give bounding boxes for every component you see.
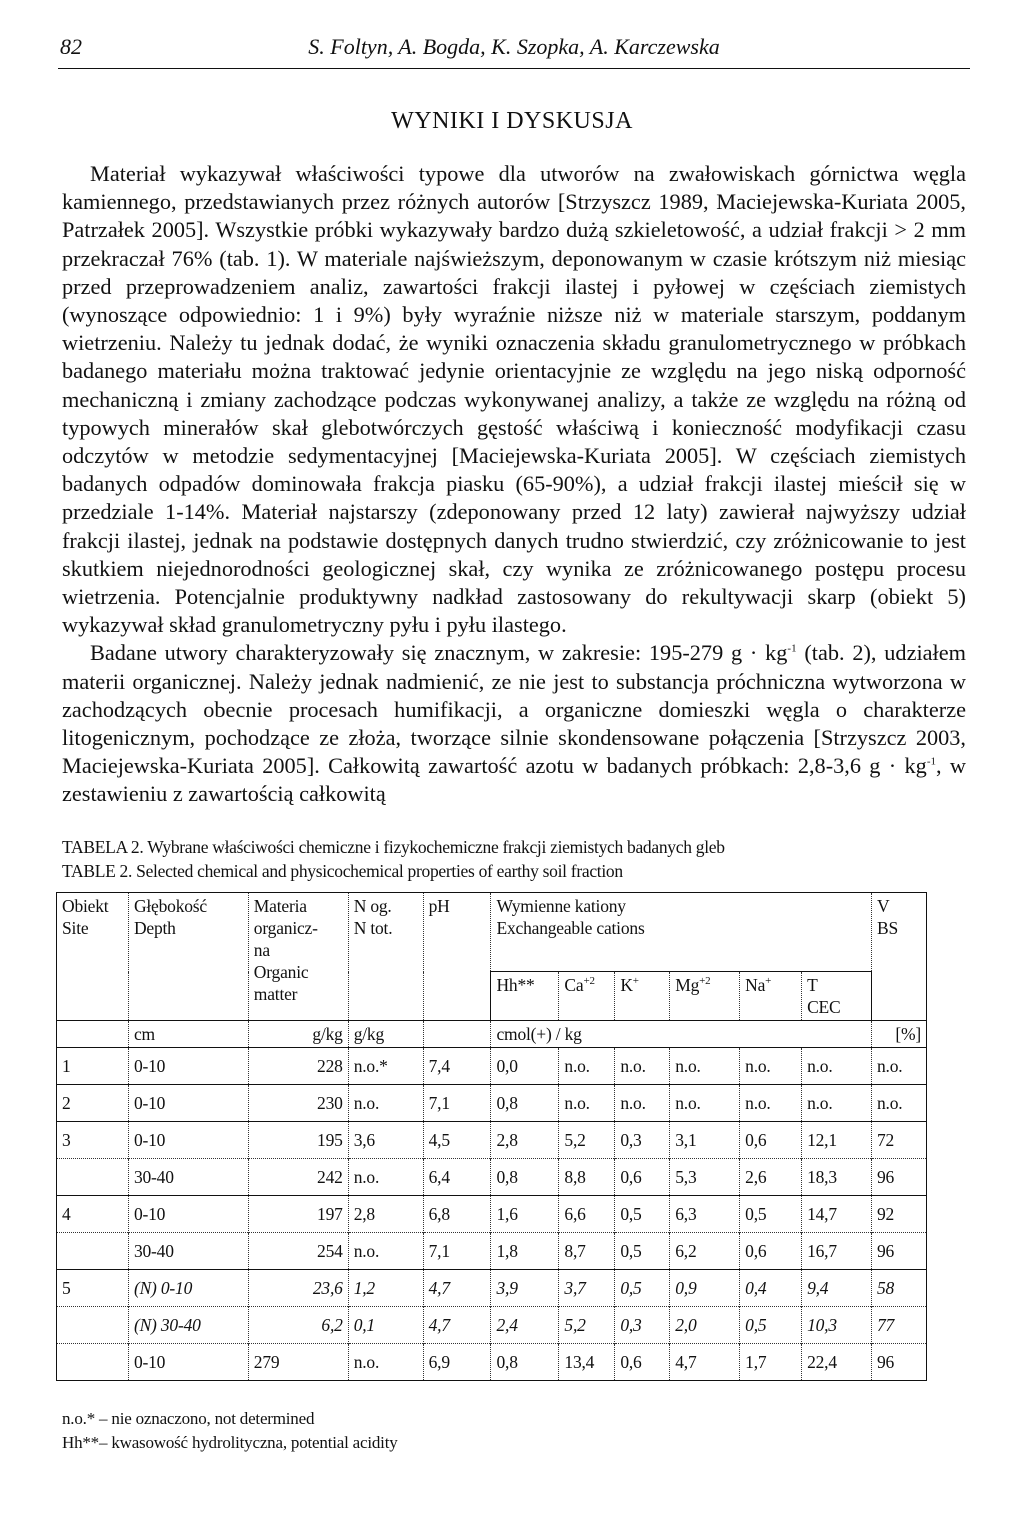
table-cell: 230: [248, 1085, 348, 1122]
table-cell: 0,5: [740, 1196, 802, 1233]
table-cell: 1,6: [491, 1196, 559, 1233]
table-header-row: [57, 893, 927, 972]
table-cell: 0,8: [491, 1159, 559, 1196]
table-cell: 0,5: [615, 1196, 670, 1233]
table-cell: [57, 1307, 129, 1344]
table-cell: 22,4: [802, 1344, 872, 1381]
table-cell: 0,8: [491, 1085, 559, 1122]
table-cell: 0,5: [740, 1307, 802, 1344]
section-title: WYNIKI I DYSKUSJA: [391, 108, 633, 134]
table-cell: 23,6: [248, 1270, 348, 1307]
header-site: Obiekt Site: [57, 893, 129, 1021]
table-cell: 0,9: [670, 1270, 740, 1307]
footnote: Hh**– kwasowość hydrolityczna, potential acidity: [62, 1433, 398, 1452]
unit-bs: [%]: [871, 1021, 926, 1048]
table-cell: 254: [248, 1233, 348, 1270]
table-row: [57, 1159, 927, 1196]
table-cell: 30-40: [128, 1159, 248, 1196]
table-row: [57, 1270, 927, 1307]
table-cell: n.o.: [615, 1048, 670, 1085]
table-cell: 58: [871, 1270, 926, 1307]
table-cell: 2,8: [491, 1122, 559, 1159]
table-cell: n.o.: [670, 1048, 740, 1085]
unit-om: g/kg: [248, 1021, 348, 1048]
footnotes: [62, 1407, 398, 1455]
paragraph: Badane utwory charakteryzowały się znacznym, w zakresie: 195-279 $g \cdot kg^{-1}$ (tab. 2), udziałem materii organicznej. Należy jednak nadmienić, ze nie jest to substancja próchniczna wytworzona w zachodzących obecnie procesach humifikacji, a organiczne domieszki węgla o charakterze litogenicznym, pochodzące ze złoża, tworzące silnie skondensowane połączenia [Strzyszcz 2003, Maciejewska-Kuriata 2005]. Całkowitą zawartość azotu w badanych próbkach: 2,8-3,6 $g \cdot kg^{-1}$, w zestawieniu z zawartością całkowitą: [62, 640, 966, 807]
table-cell: 0-10: [128, 1196, 248, 1233]
table-cell: [57, 1159, 129, 1196]
table-cell: 0,6: [740, 1233, 802, 1270]
table-cell: 7,4: [423, 1048, 491, 1085]
table-cell: 6,2: [670, 1233, 740, 1270]
table-cell: 3,7: [559, 1270, 615, 1307]
table-cell: 1,2: [348, 1270, 423, 1307]
unit-depth: cm: [128, 1021, 248, 1048]
table-cell: 96: [871, 1159, 926, 1196]
table-cell: 96: [871, 1344, 926, 1381]
table-cell: 96: [871, 1233, 926, 1270]
table-cell: 4,7: [670, 1344, 740, 1381]
table-cell: 1,8: [491, 1233, 559, 1270]
table-cell: 0,6: [615, 1344, 670, 1381]
table-cell: n.o.: [802, 1048, 872, 1085]
table-caption: [62, 835, 725, 883]
table-cell: 6,4: [423, 1159, 491, 1196]
header-ca: $Ca^{+2}$: [559, 972, 615, 1021]
table-cell: 4,5: [423, 1122, 491, 1159]
table-cell: n.o.: [348, 1085, 423, 1122]
table-cell: 30-40: [128, 1233, 248, 1270]
table-cell: 0,6: [615, 1159, 670, 1196]
table-units-row: [57, 1021, 927, 1048]
table-cell: n.o.: [740, 1085, 802, 1122]
table-cell: 72: [871, 1122, 926, 1159]
table-cell: 3,1: [670, 1122, 740, 1159]
table-cell: n.o.: [871, 1048, 926, 1085]
table-cell: 7,1: [423, 1233, 491, 1270]
header-hh: Hh**: [491, 972, 559, 1021]
table-cell: 242: [248, 1159, 348, 1196]
header-nitrogen: N og. N tot.: [348, 893, 423, 1021]
table-cell: 0,3: [615, 1122, 670, 1159]
table-cell: n.o.*: [348, 1048, 423, 1085]
table-cell: 18,3: [802, 1159, 872, 1196]
header-depth: Głębokość Depth: [128, 893, 248, 1021]
table-cell: 9,4: [802, 1270, 872, 1307]
table-cell: n.o.: [871, 1085, 926, 1122]
table-cell: (N) 0-10: [128, 1270, 248, 1307]
table-cell: 5,2: [559, 1307, 615, 1344]
paragraph: Materiał wykazywał właściwości typowe dla utworów na zwałowiskach górnictwa węgla kamiennego, przedstawianych przez różnych autorów [Strzyszcz 1989, Maciejewska-Kuriata 2005, Patrzałek 2005]. Wszystkie próbki wykazywały bardzo dużą szkieletowość, a udział frakcji > 2 mm przekraczał 76% (tab. 1). W materiale najświeższym, deponowanym w czasie krótszym niż miesiąc przed przeprowadzeniem analiz, zawartości frakcji ilastej i pyłowej w częściach ziemistych (wynoszące odpowiednio: 1 i 9%) były wyraźnie niższe niż w materiale starszym, poddanym wietrzeniu. Należy tu jednak dodać, że wyniki oznaczenia składu granulometrycznego w próbkach badanego materiału można traktować jedynie orientacyjnie ze względu na jego niską odporność mechaniczną i zmiany zachodzące podczas wykonywanej analizy, a także ze względu na różną od typowych minerałów skał glebotwórczych gęstość właściwą i konieczność modyfikacji czasu odczytów w metodzie sedymentacyjnej [Maciejewska-Kuriata 2005]. W częściach ziemistych badanych odpadów dominowała frakcja piasku (65-90%), a udział frakcji ilastej mieścił się w przedziale 1-14%. Materiał najstarszy (zdeponowany przed 12 laty) zawierał najwyższy udział frakcji ilastej, jednak na podstawie dostępnych danych trudno stwierdzić, czy zróżnicowanie to jest skutkiem niejednorodności geologicznej skał, czy wynika ze zróżnicowanego postępu procesu wietrzenia. Potencjalnie produktywny nadkład zastosowany do rekultywacji skarp (obiekt 5) wykazywał skład granulometryczny pyłu i pyłu ilastego.: [62, 161, 966, 638]
table-cell: 3,9: [491, 1270, 559, 1307]
table-cell: 0-10: [128, 1344, 248, 1381]
table-cell: 4: [57, 1196, 129, 1233]
table-cell: n.o.: [559, 1048, 615, 1085]
header-cec: T CEC: [802, 972, 872, 1021]
table-cell: 0,5: [615, 1233, 670, 1270]
table-cell: 6,2: [248, 1307, 348, 1344]
table-row: [57, 1048, 927, 1085]
table-row: [57, 1122, 927, 1159]
table-cell: 2,0: [670, 1307, 740, 1344]
table-cell: 5: [57, 1270, 129, 1307]
table-cell: 6,9: [423, 1344, 491, 1381]
table-cell: n.o.: [670, 1085, 740, 1122]
table-cell: 7,1: [423, 1085, 491, 1122]
running-header-authors: S. Foltyn, A. Bogda, K. Szopka, A. Karczewska: [308, 34, 720, 59]
unit-cations: cmol(+) / kg: [491, 1021, 872, 1048]
table-cell: 0-10: [128, 1122, 248, 1159]
table-cell: 12,1: [802, 1122, 872, 1159]
table-cell: 77: [871, 1307, 926, 1344]
table-cell: [57, 1344, 129, 1381]
table-cell: n.o.: [802, 1085, 872, 1122]
table-caption-pl: TABELA 2. Wybrane właściwości chemiczne i fizykochemiczne frakcji ziemistych badanych gleb: [62, 837, 725, 857]
table-row: [57, 1233, 927, 1270]
table-caption-en: TABLE 2. Selected chemical and physicochemical properties of earthy soil fraction: [62, 861, 623, 881]
header-organic-matter: Materia organicz- na Organic matter: [248, 893, 348, 1021]
table-cell: 2,8: [348, 1196, 423, 1233]
table-row: [57, 1307, 927, 1344]
table-cell: [57, 1233, 129, 1270]
body-text: [62, 160, 966, 809]
unit-n: g/kg: [348, 1021, 423, 1048]
header-k: K+: [615, 972, 670, 1021]
header-ph: pH: [423, 893, 491, 1021]
table-cell: 10,3: [802, 1307, 872, 1344]
table-cell: 0,6: [740, 1122, 802, 1159]
table-body: [57, 1048, 927, 1381]
header-mg: $Mg^{+2}$: [670, 972, 740, 1021]
table-cell: 6,3: [670, 1196, 740, 1233]
table-cell: 0,5: [615, 1270, 670, 1307]
table-cell: (N) 30-40: [128, 1307, 248, 1344]
table-cell: 0,0: [491, 1048, 559, 1085]
table-cell: 92: [871, 1196, 926, 1233]
table-row: [57, 1196, 927, 1233]
table-cell: 3: [57, 1122, 129, 1159]
table-cell: 1,7: [740, 1344, 802, 1381]
footnote: n.o.* – nie oznaczono, not determined: [62, 1409, 315, 1428]
running-header: [58, 34, 970, 69]
table-cell: 8,7: [559, 1233, 615, 1270]
table-cell: 2,4: [491, 1307, 559, 1344]
table-cell: 2,6: [740, 1159, 802, 1196]
table-cell: n.o.: [740, 1048, 802, 1085]
table-cell: 0,3: [615, 1307, 670, 1344]
table-cell: 279: [248, 1344, 348, 1381]
table-cell: n.o.: [348, 1159, 423, 1196]
table-cell: 0-10: [128, 1048, 248, 1085]
data-table: [56, 892, 927, 1381]
table-cell: 5,3: [670, 1159, 740, 1196]
table-cell: 197: [248, 1196, 348, 1233]
table-cell: 3,6: [348, 1122, 423, 1159]
table-cell: 2: [57, 1085, 129, 1122]
table-cell: 6,8: [423, 1196, 491, 1233]
table-cell: 13,4: [559, 1344, 615, 1381]
table-cell: 0,8: [491, 1344, 559, 1381]
table-cell: n.o.: [348, 1344, 423, 1381]
table-cell: 14,7: [802, 1196, 872, 1233]
header-cations: Wymienne kationy Exchangeable cations: [491, 893, 872, 972]
table-cell: 0,4: [740, 1270, 802, 1307]
header-na: Na+: [740, 972, 802, 1021]
table-cell: 5,2: [559, 1122, 615, 1159]
table-cell: 4,7: [423, 1270, 491, 1307]
table-cell: n.o.: [348, 1233, 423, 1270]
table-cell: 8,8: [559, 1159, 615, 1196]
table-cell: 1: [57, 1048, 129, 1085]
header-bs: V BS: [871, 893, 926, 1021]
table-cell: n.o.: [615, 1085, 670, 1122]
table-cell: 16,7: [802, 1233, 872, 1270]
table-cell: 0,1: [348, 1307, 423, 1344]
table-cell: n.o.: [559, 1085, 615, 1122]
table-cell: 228: [248, 1048, 348, 1085]
table-cell: 4,7: [423, 1307, 491, 1344]
table-row: [57, 1344, 927, 1381]
table-cell: 0-10: [128, 1085, 248, 1122]
table-row: [57, 1085, 927, 1122]
page-number: 82: [60, 34, 82, 59]
table-cell: 6,6: [559, 1196, 615, 1233]
table-cell: 195: [248, 1122, 348, 1159]
